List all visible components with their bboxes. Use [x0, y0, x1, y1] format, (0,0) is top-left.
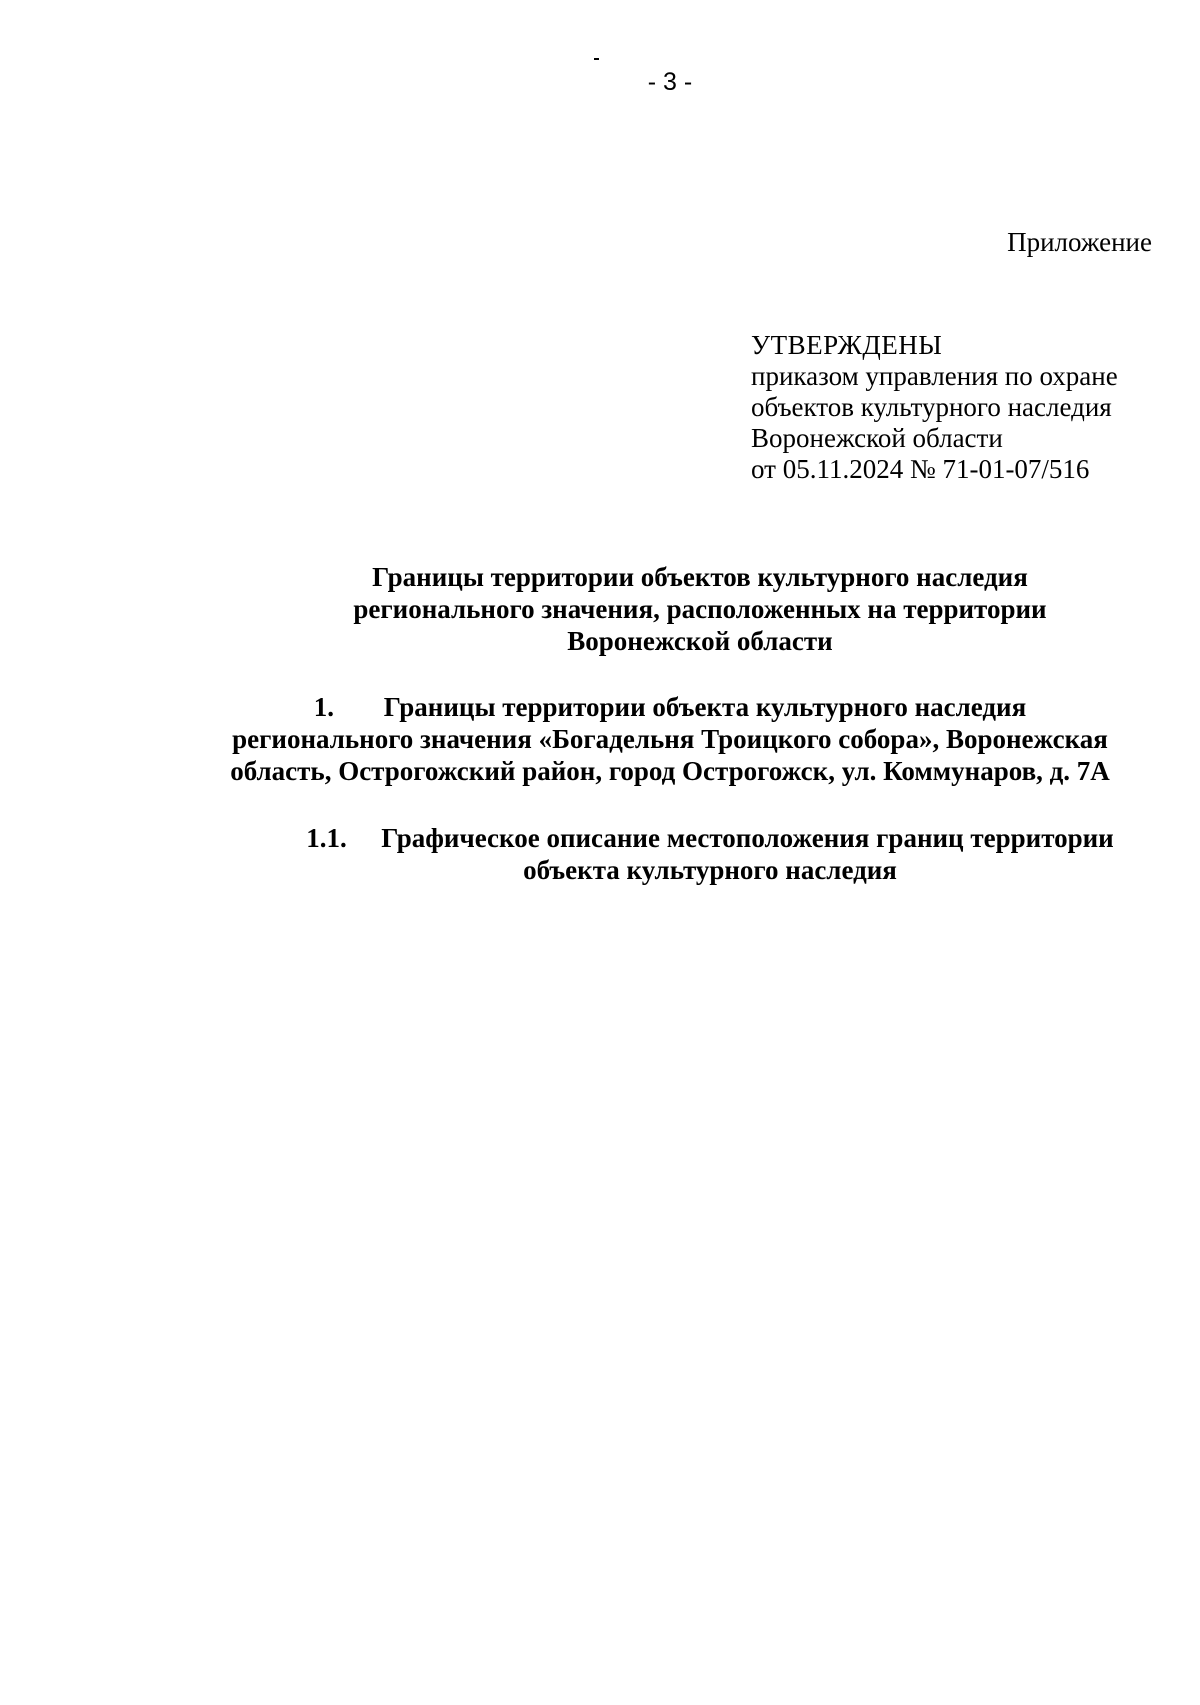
- document-title-line: Границы территории объектов культурного наследия: [372, 562, 1028, 592]
- section-1-1-heading-line: объекта культурного наследия: [523, 855, 897, 885]
- section-1-heading-line: регионального значения «Богадельня Троицкого собора», Воронежская: [232, 724, 1108, 754]
- page-number: - 3 -: [647, 68, 693, 96]
- approval-line: Воронежской области: [751, 423, 1003, 453]
- section-1-heading-line: область, Острогожский район, город Острогожск, ул. Коммунаров, д. 7А: [230, 756, 1110, 786]
- document-title-line: Воронежской области: [567, 626, 833, 656]
- approval-title: УТВЕРЖДЕНЫ: [751, 330, 943, 360]
- approval-line: приказом управления по охране: [751, 361, 1118, 391]
- section-1-heading: [190, 691, 1150, 787]
- section-1-heading-line: Границы территории объекта культурного наследия: [383, 692, 1027, 722]
- section-1-1-heading: [280, 822, 1140, 886]
- section-1-1-heading-line: Графическое описание местоположения границ территории: [381, 823, 1114, 853]
- section-1-number: 1.: [313, 692, 335, 722]
- section-1-1-number: 1.1.: [306, 823, 347, 853]
- appendix-label: Приложение: [1007, 227, 1152, 257]
- document-title-line: регионального значения, расположенных на территории: [353, 594, 1047, 624]
- scan-speck: [594, 58, 599, 60]
- approval-date-number: от 05.11.2024 № 71-01-07/516: [751, 454, 1090, 484]
- approval-block: [751, 330, 1118, 485]
- approval-line: объектов культурного наследия: [751, 392, 1112, 422]
- document-title: [300, 561, 1100, 657]
